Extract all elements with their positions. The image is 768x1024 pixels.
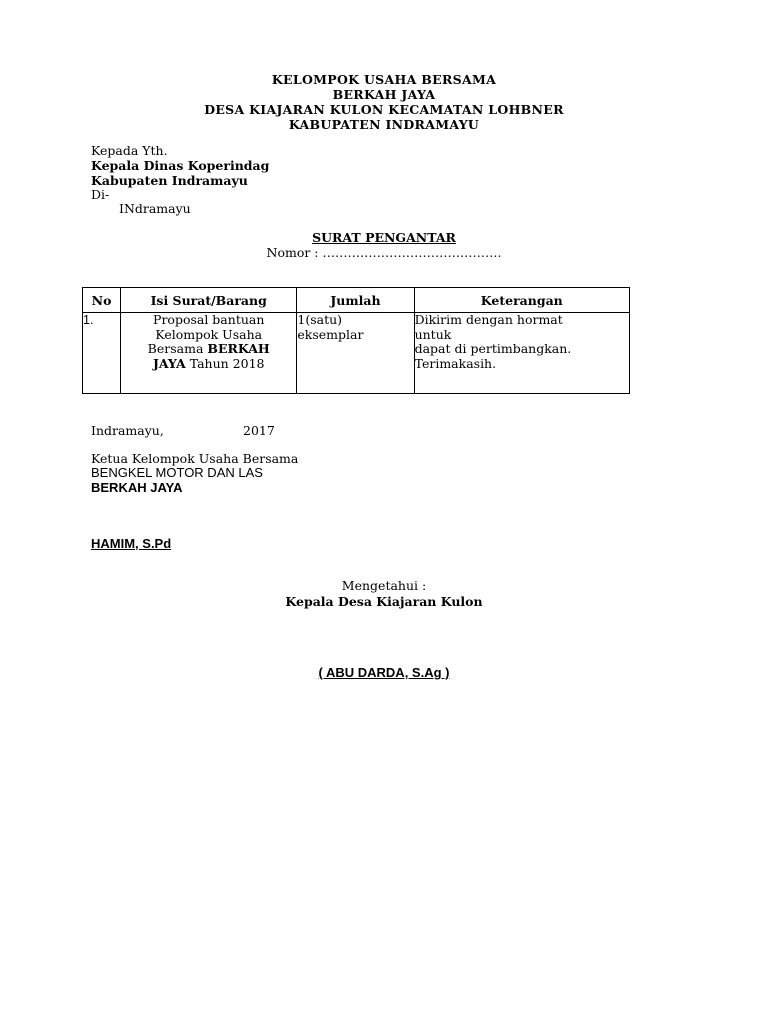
ket-line: Dikirim dengan hormat (414, 312, 563, 327)
recipient-name: Kepala Dinas Koperindag (91, 158, 270, 173)
letter-title: SURAT PENGANTAR (312, 230, 456, 245)
signature-place: Indramayu, (91, 423, 164, 438)
row-jumlah (297, 313, 414, 394)
signature-year: 2017 (243, 423, 275, 438)
approval-label: Mengetahui : (341, 578, 427, 593)
ket-line: untuk (414, 326, 452, 342)
header-group-title: BERKAH JAYA (332, 87, 436, 102)
isi-bold-text: JAYA (152, 355, 186, 371)
letter-items-table (82, 287, 630, 394)
row-isi (121, 313, 297, 394)
isi-line (121, 357, 296, 372)
recipient-di: Di- (91, 187, 110, 202)
isi-bold-text: BERKAH (207, 341, 270, 356)
isi-line (121, 342, 296, 357)
jumlah-line: eksemplar (297, 326, 364, 342)
col-header-jumlah: Jumlah (297, 288, 414, 313)
signature-group: BERKAH JAYA (91, 480, 183, 495)
isi-text: Tahun 2018 (185, 355, 265, 371)
header-group-name: KELOMPOK USAHA BERSAMA (271, 72, 497, 87)
table-row (83, 313, 630, 394)
isi-line: Kelompok Usaha (155, 326, 263, 342)
approval-name: ( ABU DARDA, S.Ag ) (318, 665, 450, 680)
signature-business: BENGKEL MOTOR DAN LAS (91, 465, 263, 480)
letter-number: Nomor : ……………………………………. (266, 245, 502, 260)
row-keterangan (414, 313, 629, 394)
approval-position: Kepala Desa Kiajaran Kulon (285, 594, 483, 609)
recipient-city: INdramayu (119, 201, 191, 216)
ket-line: Terimakasih. (414, 355, 497, 371)
header-regency: KABUPATEN INDRAMAYU (288, 117, 480, 132)
col-header-no: No (83, 288, 121, 313)
header-village: DESA KIAJARAN KULON KECAMATAN LOHBNER (204, 102, 564, 117)
table-header-row (83, 288, 630, 313)
recipient-greeting: Kepada Yth. (91, 143, 168, 158)
jumlah-line: 1(satu) (297, 312, 343, 327)
col-header-isi: Isi Surat/Barang (121, 288, 297, 313)
signature-name: HAMIM, S.Pd (91, 536, 172, 551)
ket-line: dapat di pertimbangkan. (414, 341, 572, 356)
isi-line: Proposal bantuan (153, 312, 265, 327)
isi-text: Bersama (147, 341, 208, 356)
signature-position: Ketua Kelompok Usaha Bersama (91, 451, 299, 466)
row-no: 1. (83, 313, 121, 394)
recipient-region: Kabupaten Indramayu (91, 173, 248, 188)
col-header-keterangan: Keterangan (414, 288, 629, 313)
